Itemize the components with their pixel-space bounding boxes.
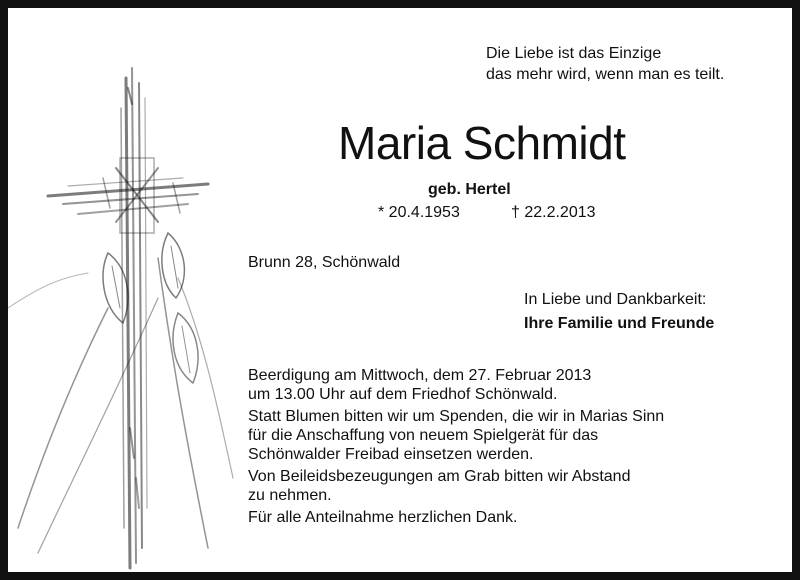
notice-body [248, 366, 768, 530]
death-date: † 22.2.2013 [511, 204, 596, 221]
donation-paragraph [248, 407, 768, 464]
motto-quote [486, 43, 724, 85]
thanks-block [524, 288, 714, 336]
text-line: zu nehmen. [248, 487, 332, 504]
text-line: Für alle Anteilnahme herzlichen Dank. [248, 509, 518, 526]
text-line: Beerdigung am Mittwoch, dem 27. Februar 2013 [248, 367, 592, 384]
condolence-paragraph [248, 467, 768, 505]
maiden-name: geb. Hertel [428, 181, 511, 198]
text-line: Statt Blumen bitten wir um Spenden, die wir in Marias Sinn [248, 408, 665, 425]
text-line: um 13.00 Uhr auf dem Friedhof Schönwald. [248, 386, 558, 403]
text-line: Von Beileidsbezeugungen am Grab bitten wir Abstand [248, 468, 631, 485]
thanks-line: In Liebe und Dankbarkeit: [524, 291, 707, 308]
text-line: für die Anschaffung von neuem Spielgerät für das [248, 427, 599, 444]
birth-date: * 20.4.1953 [378, 204, 460, 221]
family-signature: Ihre Familie und Freunde [524, 315, 715, 332]
funeral-paragraph [248, 366, 768, 404]
closing-paragraph [248, 508, 768, 527]
text-line: Schönwalder Freibad einsetzen werden. [248, 446, 534, 463]
motto-line: Die Liebe ist das Einzige [486, 45, 662, 62]
deceased-name: Maria Schmidt [338, 117, 626, 169]
cross-sketch-icon [8, 8, 248, 572]
address: Brunn 28, Schönwald [248, 254, 401, 271]
motto-line: das mehr wird, wenn man es teilt. [486, 66, 725, 83]
